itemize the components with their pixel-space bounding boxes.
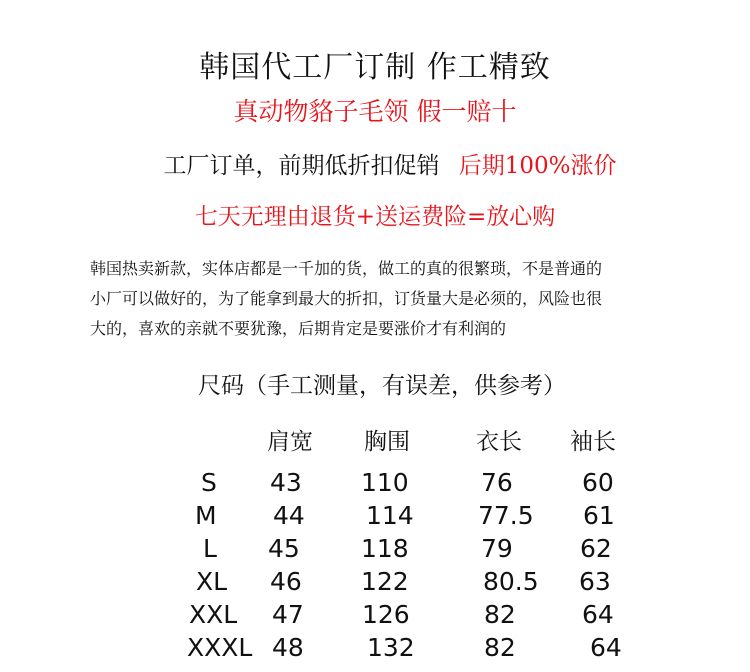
chest-value: 110 [361,468,409,497]
length-value: 77.5 [478,501,534,530]
shoulder-value: 48 [272,633,304,662]
return-policy: 七天无理由退货+送运费险=放心购 [194,204,556,230]
sleeve-value: 64 [590,633,622,662]
size-label: M [195,501,217,530]
length-value: 82 [484,600,516,629]
chest-value: 132 [367,633,415,662]
column-header-chest: 胸围 [364,429,410,455]
shoulder-value: 46 [270,567,302,596]
size-chart-heading: 尺码（手工测量，有误差，供参考） [198,373,566,399]
description-line: 小厂可以做好的，为了能拿到最大的折扣，订货量大是必须的，风险也很 [90,289,603,308]
length-value: 80.5 [483,567,539,596]
column-header-sleeve: 袖长 [570,429,616,455]
product-description [90,254,690,344]
description-line: 韩国热卖新款，实体店都是一千加的货，做工的真的很繁琐，不是普通的 [90,259,603,278]
price-increase-note: 后期100%涨价 [458,153,617,179]
column-header-shoulder: 肩宽 [267,429,313,455]
shoulder-value: 44 [273,501,305,530]
shoulder-value: 43 [270,468,302,497]
chest-value: 122 [361,567,409,596]
authenticity-guarantee: 真动物貉子毛领 假一赔十 [233,97,517,126]
order-promo-line [15,147,750,180]
length-value: 82 [484,633,516,662]
description-line: 大的，喜欢的亲就不要犹豫，后期肯定是要涨价才有利润的 [90,319,507,338]
chest-value: 114 [366,501,414,530]
size-label: XL [196,567,228,596]
chest-value: 126 [362,600,410,629]
sleeve-value: 63 [579,567,611,596]
size-label: XXL [189,600,238,629]
sleeve-value: 61 [583,501,615,530]
sleeve-value: 62 [580,534,612,563]
sleeve-value: 60 [582,468,614,497]
length-value: 76 [481,468,513,497]
page-title: 韩国代工厂订制 作工精致 [199,50,551,85]
column-header-length: 衣长 [476,429,522,455]
shoulder-value: 47 [272,600,304,629]
order-promo-text: 工厂订单，前期低折扣促销 [163,153,440,179]
size-label: XXXL [187,633,253,662]
sleeve-value: 64 [582,600,614,629]
chest-value: 118 [361,534,409,563]
length-value: 79 [481,534,513,563]
size-label: S [201,468,217,497]
shoulder-value: 45 [268,534,300,563]
size-label: L [203,534,217,563]
